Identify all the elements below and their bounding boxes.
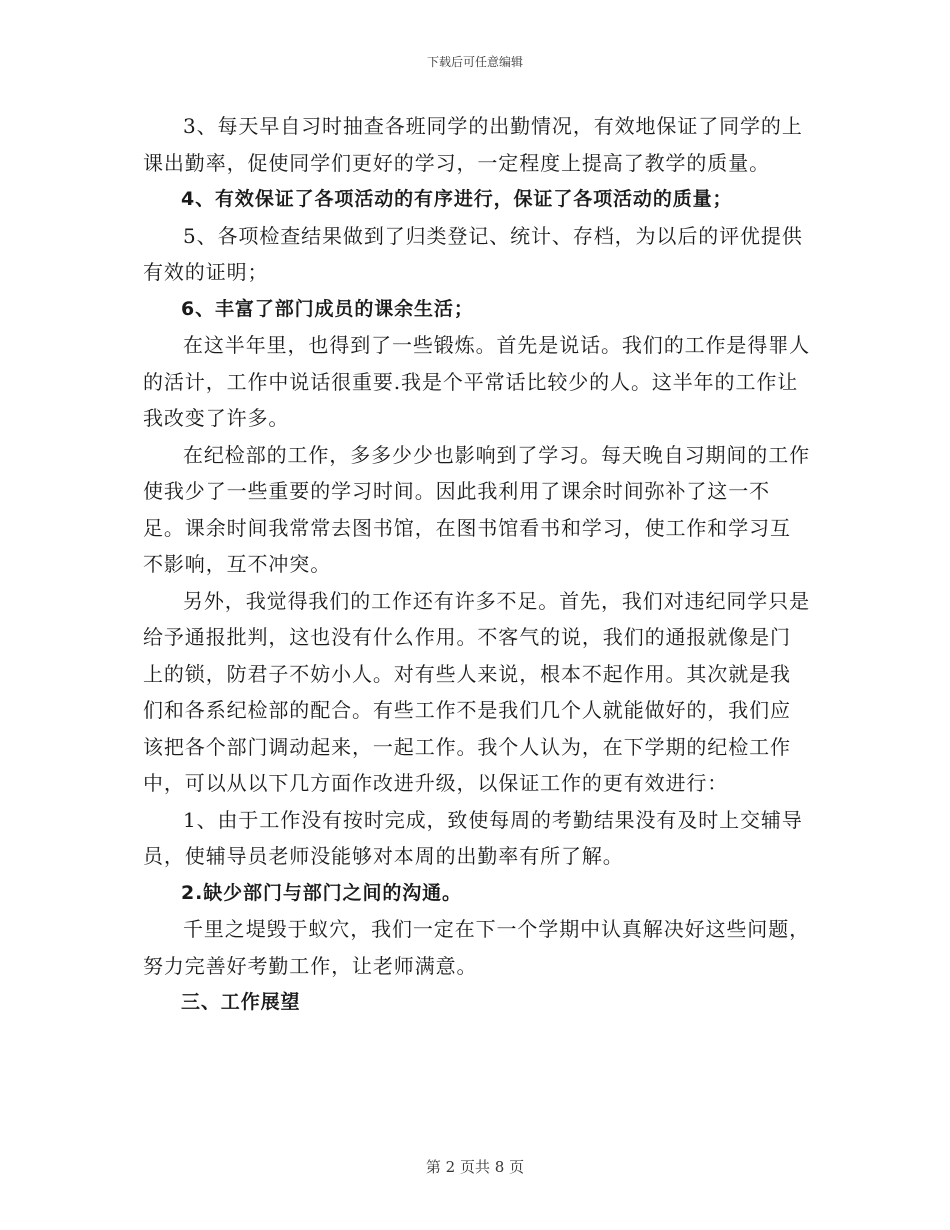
paragraph-item-4-heading: 4、有效保证了各项活动的有序进行，保证了各项活动的质量； <box>181 188 733 210</box>
paragraph-resolution: 千里之堤毁于蚁穴，我们一定在下一个学期中认真解决好这些问题，努力完善好考勤工作，让老师满意。 <box>143 917 810 978</box>
document-body <box>143 108 811 1021</box>
paragraph-improvement-1: 1、由于工作没有按时完成，致使每周的考勤结果没有及时上交辅导员，使辅导员老师没能够对本周的出勤率有所了解。 <box>143 807 803 868</box>
page-footer: 第 2 页共 8 页 <box>425 1158 525 1176</box>
page-header: 下载后可任意编辑 <box>426 55 523 69</box>
paragraph-item-5: 5、各项检查结果做到了归类登记、统计、存档，为以后的评优提供有效的证明； <box>143 223 803 284</box>
paragraph-shortcomings: 另外，我觉得我们的工作还有许多不足。首先，我们对违纪同学只是给予通报批判，这也没有什么作用。不客气的说，我们的通报就像是门上的锁，防君子不妨小人。对有些人来说，根本不起作用。其次就是我们和各系纪检部的配合。有些工作不是我们几个人就能做好的，我们应该把各个部门调动起来，一起工作。我个人认为，在下学期的纪检工作中，可以从以下几方面作改进升级，以保证工作的更有效进行： <box>143 588 810 795</box>
paragraph-exercise: 在这半年里，也得到了一些锻炼。首先是说话。我们的工作是得罪人的活计，工作中说话很重要.我是个平常话比较少的人。这半年的工作让我改变了许多。 <box>143 333 810 430</box>
paragraph-study: 在纪检部的工作，多多少少也影响到了学习。每天晚自习期间的工作使我少了一些重要的学习时间。因此我利用了课余时间弥补了这一不足。课余时间我常常去图书馆，在图书馆看书和学习，使工作和学习互不影响，互不冲突。 <box>143 442 810 576</box>
paragraph-item-6-heading: 6、丰富了部门成员的课余生活； <box>181 297 474 320</box>
paragraph-improvement-2-heading: 2.缺少部门与部门之间的沟通。 <box>181 881 462 904</box>
paragraph-item-3: 3、每天早自习时抽查各班同学的出勤情况，有效地保证了同学的上课出勤率，促使同学们更好的学习，一定程度上提高了教学的质量。 <box>143 114 803 175</box>
section-heading-outlook: 三、工作展望 <box>181 991 301 1013</box>
